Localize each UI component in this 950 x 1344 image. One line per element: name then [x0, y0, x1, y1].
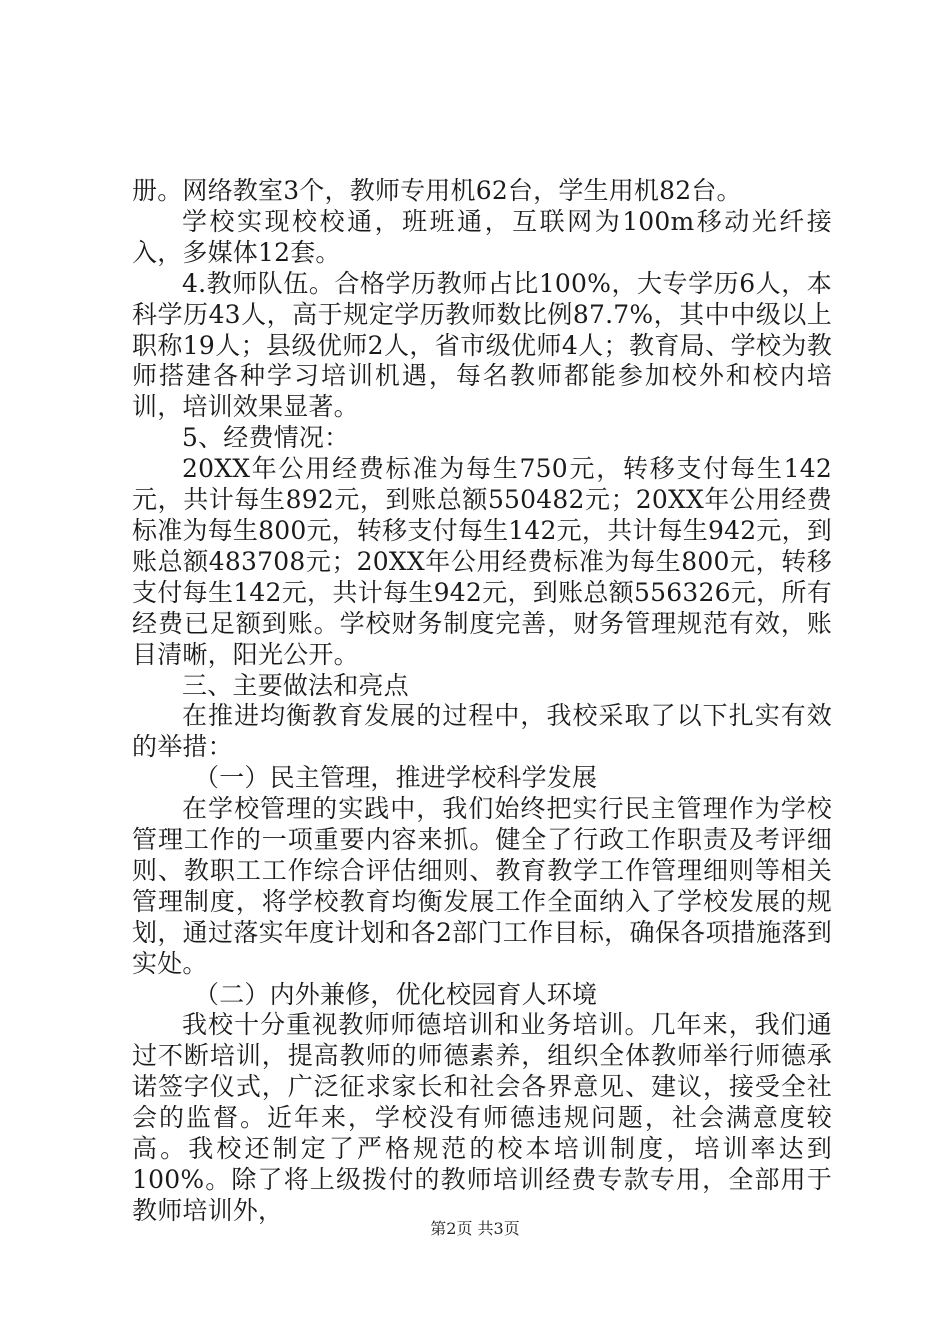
page-footer	[0, 1216, 950, 1239]
paragraph-5: 20XX年公用经费标准为每生750元，转移支付每生142元，共计每生892元，到账总额550482元；20XX年公用经费标准为每生800元，转移支付每生142元，共计每生942元，到账总额483708元；20XX年公用经费标准为每生800元，转移支付每生142元，共计每生942元，到账总额556326元，所有经费已足额到账。学校财务制度完善，财务管理规范有效，账目清晰，阳光公开。	[132, 454, 832, 669]
paragraph-3: 4.教师队伍。合格学历教师占比100%，大专学历6人，本科学历43人，高于规定学历教师数比例87.7%，其中中级以上职称19人；县级优师2人，省市级优师4人；教育局、学校为教师搭建各种学习培训机遇，每名教师都能参加校外和校内培训，培训效果显著。	[132, 268, 832, 422]
paragraph-9: 在学校管理的实践中，我们始终把实行民主管理作为学校管理工作的一项重要内容来抓。健全了行政工作职责及考评细则、教职工工作综合评估细则、教育教学工作管理细则等相关管理制度，将学校教育均衡发展工作全面纳入了学校发展的规划，通过落实年度计划和各2部门工作目标，确保各项措施落到实处。	[132, 794, 832, 978]
subheading-1: （一）民主管理，推进学校科学发展	[194, 763, 598, 793]
paragraph-2: 学校实现校校通，班班通，互联网为100m移动光纤接入，多媒体12套。	[132, 206, 832, 267]
page-number-label: 第2页 共3页	[430, 1219, 520, 1238]
paragraph-7: 在推进均衡教育发展的过程中，我校采取了以下扎实有效的举措：	[132, 701, 832, 762]
document-body	[132, 176, 832, 1227]
paragraph-4: 5、经费情况：	[182, 423, 350, 453]
paragraph-1: 册。网络教室3个，教师专用机62台，学生用机82台。	[132, 176, 742, 205]
subheading-2: （二）内外兼修，优化校园育人环境	[194, 979, 598, 1009]
paragraph-11: 我校十分重视教师师德培训和业务培训。几年来，我们通过不断培训，提高教师的师德素养，组织全体教师举行师德承诺签字仪式，广泛征求家长和社会各界意见、建议，接受全社会的监督。近年来，学校没有师德违规问题，社会满意度较高。我校还制定了严格规范的校本培训制度，培训率达到100%。除了将上级拨付的教师培训经费专款专用，全部用于教师培训外，	[132, 1010, 832, 1225]
section-heading: 三、主要做法和亮点	[182, 670, 409, 700]
